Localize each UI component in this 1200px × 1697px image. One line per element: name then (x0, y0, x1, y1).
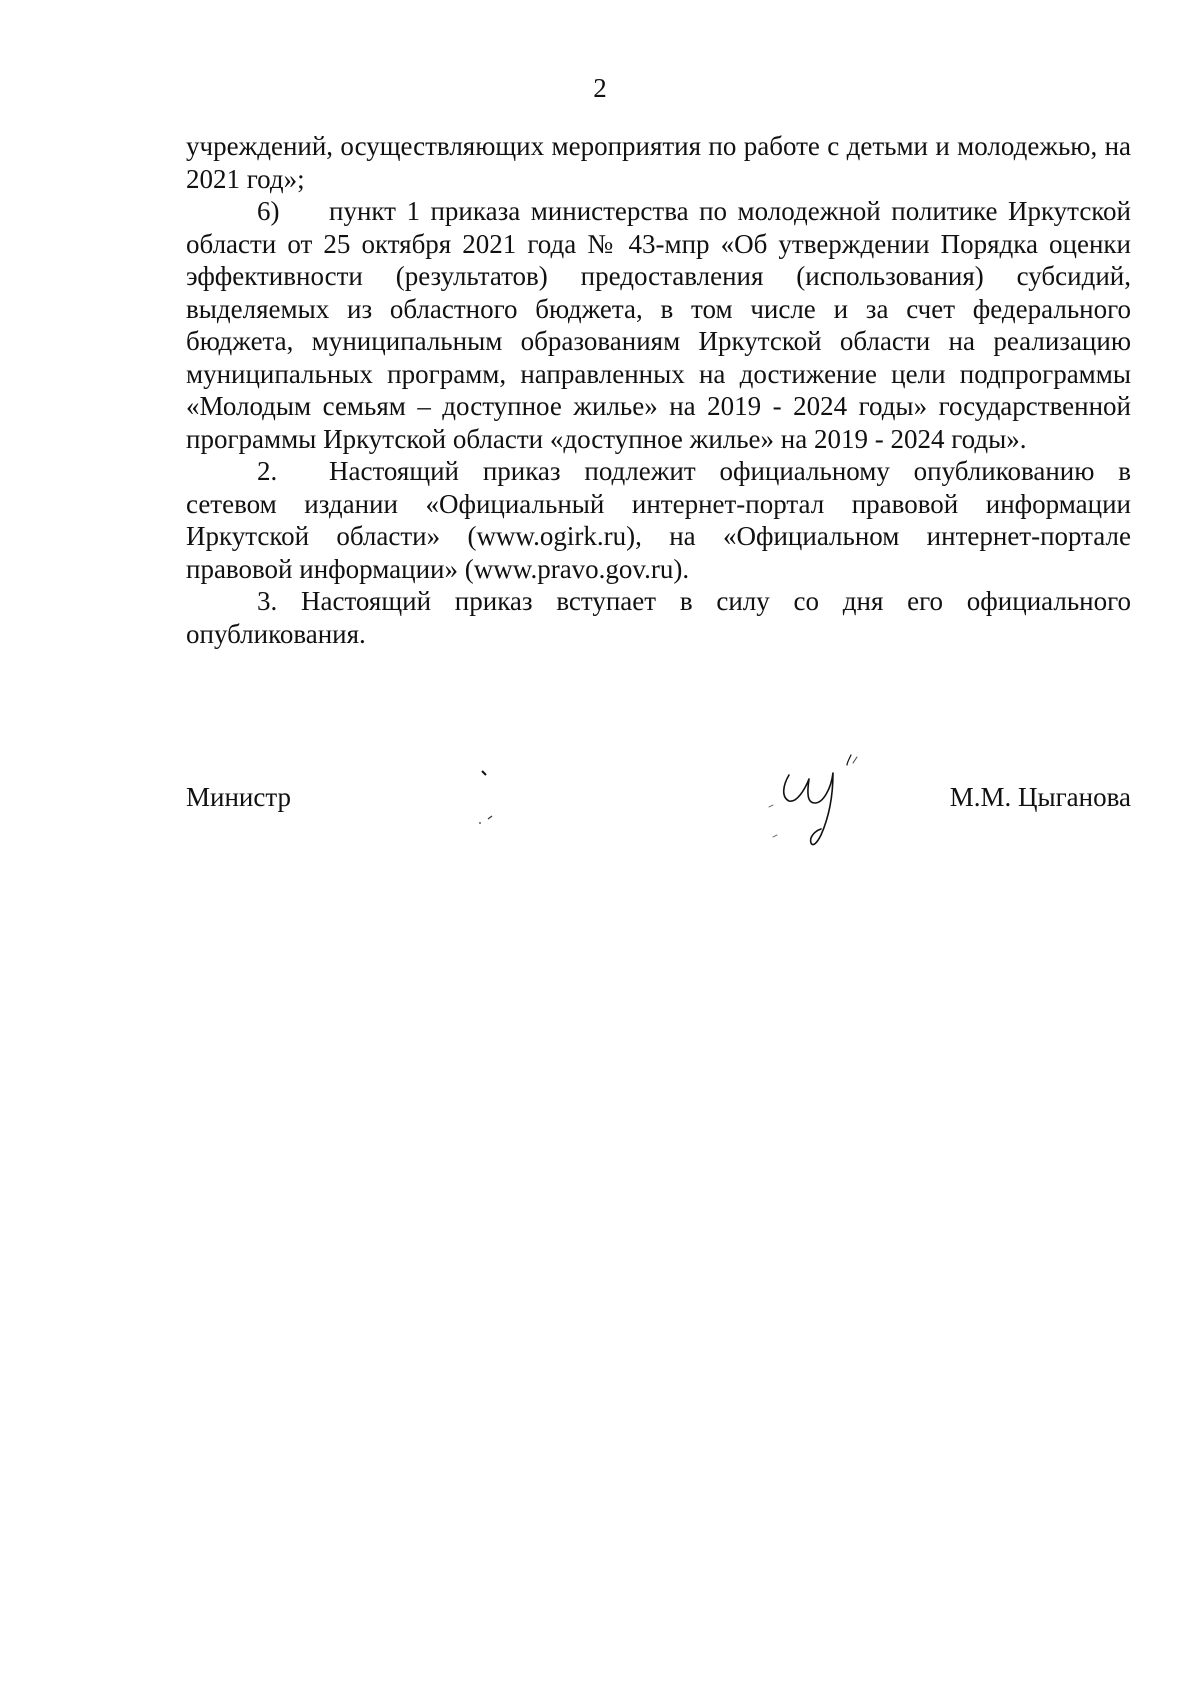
item-number: 2. (257, 456, 278, 486)
document-body (186, 130, 1131, 650)
paragraph-text: пункт 1 приказа министерства по молодежной политике Иркутской области от 25 октября 2021 года № 43-мпр «Об утверждении Порядка оценки эффективности (результатов) предоставления (использования) субсидий, выделяемых из областного бюджета, в том числе и за счет федерального бюджета, муниципальным образованиям Иркутской области на реализацию муниципальных программ, направленных на достижение цели подпрограммы «Молодым семьям – доступное жилье» на 2019 - 2024 годы» государственной программы Иркутской области «доступное жилье» на 2019 - 2024 годы». (186, 196, 1131, 454)
paragraph-item-3: 3. Настоящий приказ вступает в силу со дня его официального опубликования. (186, 586, 1131, 649)
signature-block (186, 775, 1131, 835)
paragraph-item-6 (186, 195, 1131, 455)
page-number: 2 (593, 73, 607, 103)
paragraph-continuation: учреждений, осуществляющих мероприятия по работе с детьми и молодежью, на 2021 год»; (186, 131, 1131, 194)
paragraph-item-2 (186, 455, 1131, 585)
item-number: 6) (257, 196, 280, 226)
signer-name: М.М. Цыганова (949, 782, 1131, 812)
handwritten-signature (761, 745, 891, 855)
scan-specks (476, 767, 516, 837)
signer-title: Министр (186, 782, 291, 812)
paragraph-text: Настоящий приказ подлежит официальному опубликованию в сетевом издании «Официальный интернет-портал правовой информации Иркутской области» (www.ogirk.ru), на «Официальном интернет-портале правовой информации» (www.pravo.gov.ru). (186, 456, 1131, 584)
